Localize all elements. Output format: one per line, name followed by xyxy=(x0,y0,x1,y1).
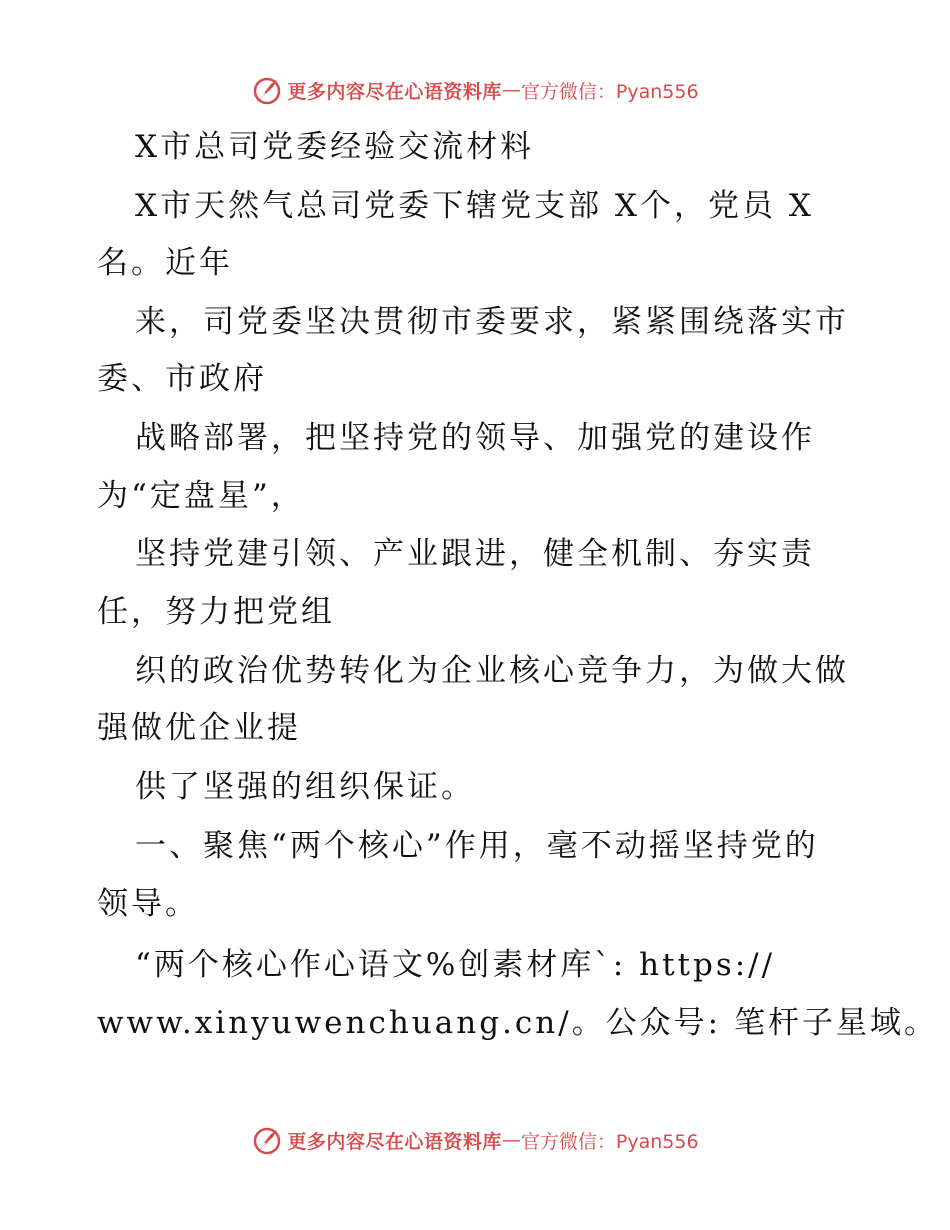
banner-title: 更多内容尽在心语资料库 xyxy=(287,1130,502,1153)
paragraph-line: 强做优企业提 xyxy=(97,710,301,746)
banner-title: 更多内容尽在心语资料库 xyxy=(287,80,502,103)
footer-watermark-banner xyxy=(0,1120,950,1160)
banner-contact: 官方微信：Pyan556 xyxy=(520,1130,699,1153)
paragraph-line: 任，努力把党组 xyxy=(97,594,335,630)
paragraph-line: X市天然气总司党委下辖党支部 X个，党员 X xyxy=(135,188,814,224)
paragraph-line: 委、市政府 xyxy=(97,361,267,397)
paragraph-line: 战略部署，把坚持党的领导、加强党的建设作 xyxy=(135,420,815,456)
paragraph-line: 织的政治优势转化为企业核心竞争力，为做大做 xyxy=(135,653,849,689)
paragraph-line: 供了坚强的组织保证。 xyxy=(135,769,475,805)
document-title: X市总司党委经验交流材料 xyxy=(135,129,535,165)
section-heading-continued: 领导。 xyxy=(97,886,199,922)
banner-contact: 官方微信：Pyan556 xyxy=(520,80,699,103)
banner-dash: — xyxy=(501,1129,521,1151)
section-heading: 一、聚焦“两个核心”作用，毫不动摇坚持党的 xyxy=(135,828,819,864)
paragraph-line: 为“定盘星”， xyxy=(97,478,305,514)
banner-dash: — xyxy=(501,79,521,101)
feather-pen-logo-icon xyxy=(251,1124,283,1156)
paragraph-line: 坚持党建引领、产业跟进，健全机制、夯实责 xyxy=(135,536,815,572)
header-watermark-banner xyxy=(0,70,950,110)
paragraph-line: 来，司党委坚决贯彻市委要求，紧紧围绕落实市 xyxy=(135,304,849,340)
paragraph-line: “两个核心作心语文%创素材库`: https:// xyxy=(135,947,776,983)
feather-pen-logo-icon xyxy=(251,74,283,106)
paragraph-line: 名。近年 xyxy=(97,245,233,281)
paragraph-line: www.xinyuwenchuang.cn/。公众号: 笔杆子星域。 xyxy=(97,1005,938,1041)
